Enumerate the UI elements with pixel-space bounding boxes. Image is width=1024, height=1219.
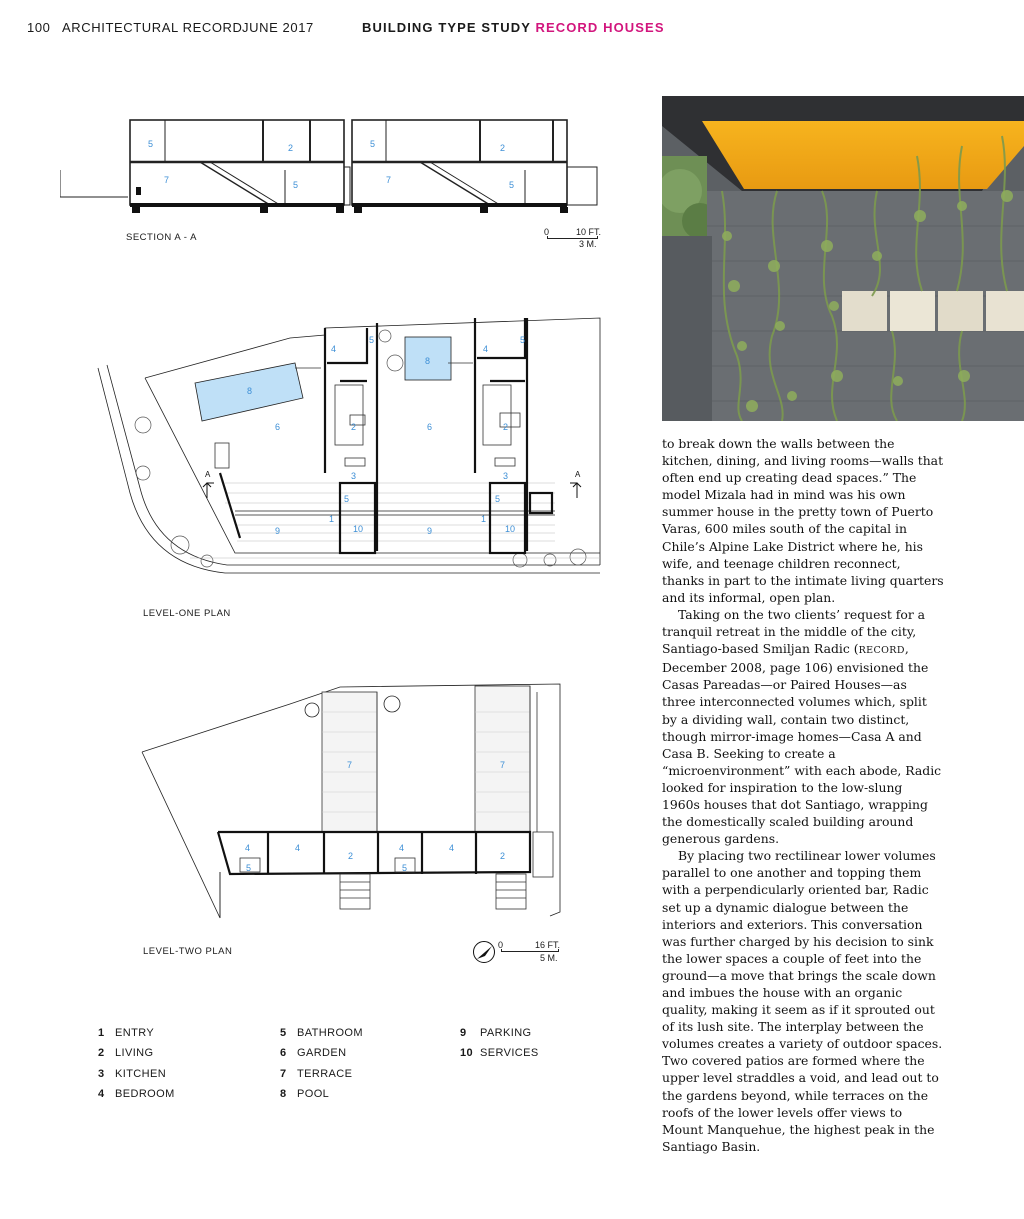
- room-number: 9: [427, 526, 433, 536]
- room-number: 5: [509, 180, 515, 190]
- room-number: 4: [483, 344, 489, 354]
- legend-column-3: [460, 1027, 539, 1068]
- room-number: 9: [275, 526, 281, 536]
- section-marker-a: A: [575, 470, 581, 479]
- courtyard-photo: [662, 96, 1024, 421]
- running-header: [27, 20, 1004, 40]
- legend-item: 2 LIVING: [98, 1047, 154, 1060]
- publication-name: ARCHITECTURAL RECORD: [62, 20, 243, 35]
- room-number: 3: [351, 471, 357, 481]
- room-number: 7: [164, 175, 170, 185]
- room-number: 5: [370, 139, 376, 149]
- paragraph: By placing two rectilinear lower volumes parallel to one another and topping them with a perpendicularly oriented bar, Radic set up a dynamic dialogue between the interiors and exteriors. This conversation was further charged by his decision to sink the lower spaces a couple of feet into the ground—a move that brings the scale down and imbues the house with an organic quality, making it seem as if it sprouted out of its lush site. The interplay between the volumes creates a variety of outdoor spaces. Two covered patios are formed where the upper level straddles a void, and lead out to the gardens beyond, while terraces on the roofs of the lower levels offer views to Mount Manquehue, the highest peak in the Santiago Basin.: [662, 848, 943, 1154]
- room-number: 1: [329, 514, 335, 524]
- room-number: 2: [348, 851, 354, 861]
- legend-item: 8 POOL: [280, 1087, 330, 1100]
- room-number: 7: [347, 760, 353, 770]
- article-body: [662, 435, 944, 1155]
- room-number: 2: [500, 851, 506, 861]
- room-number: 5: [495, 494, 501, 504]
- issue-date: JUNE 2017: [242, 20, 314, 35]
- room-number: 5: [293, 180, 299, 190]
- section-scale-bar: 0 10 FT. 3 M.: [544, 227, 602, 249]
- room-number: 2: [351, 422, 357, 432]
- room-number: 7: [386, 175, 392, 185]
- room-number: 4: [449, 843, 455, 853]
- room-number: 1: [481, 514, 487, 524]
- room-number: 6: [275, 422, 281, 432]
- level-one-caption: LEVEL-ONE PLAN: [143, 608, 231, 619]
- room-number: 4: [399, 843, 405, 853]
- legend-item: 7 TERRACE: [280, 1067, 353, 1080]
- room-number: 6: [427, 422, 433, 432]
- room-number: 5: [402, 863, 408, 873]
- level-two-plan: [140, 682, 565, 928]
- paragraph: Taking on the two clients’ request for a tranquil retreat in the middle of the city, Santiago-based Smiljan Radic (RECORD, December 2008, page 106) envisioned the Casas Pareadas—or Paired Houses—as three interconnected volumes which, split by a dividing wall, contain two distinct, though mirror-image homes—Casa A and Casa B. Seeking to create a “microenvironment” with each abode, Radic looked for inspiration to the low-slung 1960s houses that dot Santiago, wrapping the domestically scaled building around generous gardens.: [662, 606, 942, 847]
- room-number: 5: [148, 139, 154, 149]
- room-number: 7: [500, 760, 506, 770]
- legend-column-1: [98, 1027, 175, 1108]
- paragraph: to break down the walls between the kitchen, dining, and living rooms—walls that often end up creating dead spaces.” The model Mizala had in mind was his own summer house in the pretty town of Puerto Varas, 600 miles south of the capital in Chile’s Alpine Lake District where he, his wife, and teenage children reconnect, thanks in part to the intimate living quarters and its informal, open plan.: [662, 436, 944, 605]
- legend-item: 4 BEDROOM: [98, 1087, 175, 1100]
- room-number: 4: [331, 344, 337, 354]
- level-two-caption: LEVEL-TWO PLAN: [143, 946, 233, 957]
- legend-item: 5 BATHROOM: [280, 1027, 363, 1039]
- section-title: [362, 20, 665, 35]
- room-number: 10: [505, 524, 516, 534]
- level-two-scale-bar: 0 16 FT. 5 M.: [498, 940, 561, 963]
- section-highlight: RECORD HOUSES: [535, 20, 665, 35]
- section-drawing: [60, 115, 620, 220]
- legend-item: 6 GARDEN: [280, 1047, 347, 1060]
- room-number: 5: [344, 494, 350, 504]
- section-marker-a: A: [205, 470, 211, 479]
- room-number: 2: [288, 143, 294, 153]
- legend-item: 9 PARKING: [460, 1027, 532, 1039]
- room-number: 8: [247, 386, 253, 396]
- legend-column-2: [280, 1027, 363, 1108]
- page-number: 100: [27, 20, 51, 35]
- room-number: 2: [500, 143, 506, 153]
- room-number: 4: [245, 843, 251, 853]
- room-number: 5: [369, 335, 375, 345]
- room-number: 3: [503, 471, 509, 481]
- room-number: 4: [295, 843, 301, 853]
- level-one-plan: [95, 303, 605, 588]
- legend-item: 10 SERVICES: [460, 1047, 539, 1060]
- room-number: 2: [503, 422, 509, 432]
- section-caption: SECTION A - A: [126, 232, 197, 243]
- section-label: BUILDING TYPE STUDY: [362, 20, 531, 35]
- room-number: 5: [520, 335, 526, 345]
- room-number: 10: [353, 524, 364, 534]
- room-number: 8: [425, 356, 431, 366]
- north-arrow-icon: [472, 940, 496, 964]
- legend-item: 3 KITCHEN: [98, 1067, 167, 1080]
- legend-item: 1 ENTRY: [98, 1027, 155, 1039]
- room-number: 5: [246, 863, 252, 873]
